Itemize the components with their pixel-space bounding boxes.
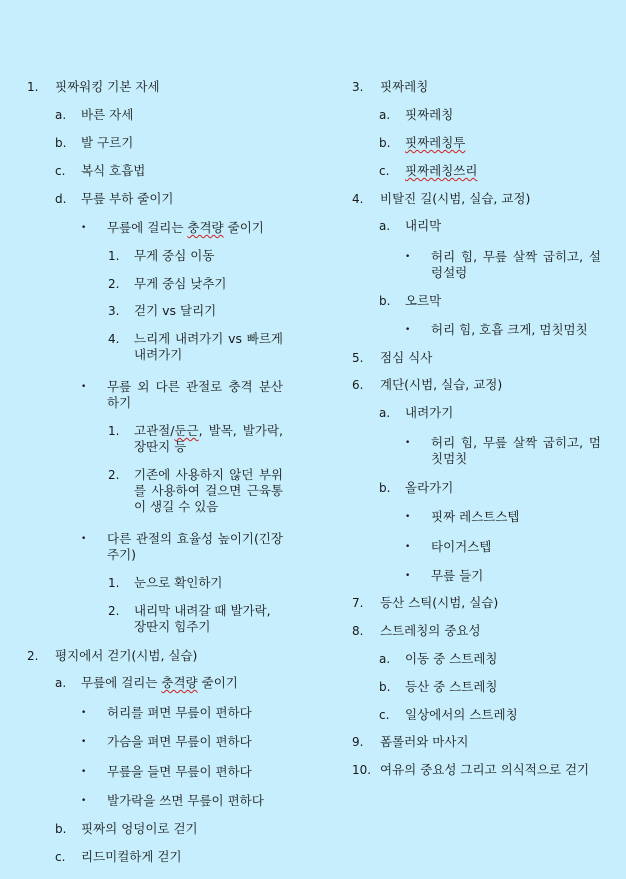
- list-text: 바른 자세: [81, 107, 134, 122]
- list-marker: 1.: [27, 80, 39, 94]
- list-marker: 3.: [108, 304, 120, 318]
- list-marker: 4.: [352, 192, 364, 206]
- list-item-bullet: [81, 793, 291, 809]
- list-text: 발 구르기: [81, 135, 134, 150]
- list-marker: a.: [55, 108, 67, 122]
- list-item-level1: [352, 623, 622, 639]
- list-text: 허리 힘, 무릎 살짝 굽히고, 설렁설렁: [431, 249, 601, 280]
- list-item-level3: [108, 467, 283, 515]
- list-marker: b.: [379, 680, 391, 694]
- list-text: 무릎에 걸리는 충격량 줄이기: [107, 220, 264, 235]
- list-marker: b.: [379, 136, 391, 150]
- list-marker: 1.: [108, 249, 120, 263]
- list-marker: b.: [379, 294, 391, 308]
- list-marker: a.: [379, 219, 391, 233]
- list-marker: 2.: [108, 277, 120, 291]
- list-item-bullet: [81, 734, 291, 750]
- list-item-level2: [55, 675, 295, 691]
- list-text: 핏짜의 엉덩이로 걷기: [81, 821, 198, 836]
- list-text: 기존에 사용하지 않던 부위를 사용하여 걸으면 근육통이 생길 수 있음: [134, 467, 283, 514]
- list-text: 무릎을 들면 무릎이 편하다: [107, 764, 252, 779]
- list-text: 허리를 펴면 무릎이 편하다: [107, 705, 252, 720]
- list-text: 핏짜 레스트스텝: [431, 509, 520, 524]
- list-item-level2: [55, 191, 295, 207]
- list-text: 다른 관절의 효율성 높이기(긴장 주기): [107, 531, 283, 562]
- list-item-level2: [379, 107, 619, 123]
- list-marker: a.: [379, 652, 391, 666]
- list-item-level2: [379, 405, 619, 421]
- list-text: 계단(시범, 실습, 교정): [380, 377, 503, 392]
- list-text: 이동 중 스트레칭: [405, 651, 498, 666]
- list-item-level2: [55, 821, 295, 837]
- list-text: 무릎 부하 줄이기: [81, 191, 174, 206]
- list-marker: 6.: [352, 378, 364, 392]
- bullet-icon: •: [405, 438, 411, 448]
- list-item-level3: [108, 423, 283, 455]
- list-text: 무게 중심 이동: [134, 248, 215, 263]
- list-item-level1: [27, 648, 297, 664]
- list-item-level3: [108, 276, 283, 292]
- list-marker: c.: [55, 164, 66, 178]
- list-text: 일상에서의 스트레칭: [405, 707, 518, 722]
- list-item-level2: [379, 135, 619, 151]
- spellcheck-word: 핏짜레칭쓰리: [405, 163, 478, 178]
- list-text: 핏짜워킹 기본 자세: [55, 79, 160, 94]
- list-text: 허리 힘, 호흡 크게, 멈칫멈칫: [431, 322, 588, 337]
- spellcheck-word: 충격량: [187, 220, 224, 235]
- spellcheck-word: 충격량: [161, 675, 198, 690]
- list-text: 오르막: [405, 293, 442, 308]
- list-item-level2: [55, 135, 295, 151]
- bullet-icon: •: [81, 796, 87, 806]
- list-text: 핏짜레칭: [380, 79, 429, 94]
- list-text: 무릎 외 다른 관절로 충격 분산하기: [107, 379, 283, 410]
- list-item-bullet: [81, 220, 281, 236]
- list-text: 발가락을 쓰면 무릎이 편하다: [107, 793, 264, 808]
- list-marker: b.: [379, 481, 391, 495]
- list-text: 고관절/둔근, 발목, 발가락, 장딴지 등: [134, 423, 283, 454]
- bullet-icon: •: [405, 512, 411, 522]
- list-item-level3: [108, 575, 283, 591]
- bullet-icon: •: [405, 252, 411, 262]
- bullet-icon: •: [405, 571, 411, 581]
- list-text: 스트레칭의 중요성: [380, 623, 481, 638]
- list-item-level3: [108, 303, 283, 319]
- list-item-level2: [379, 679, 619, 695]
- list-marker: c.: [55, 850, 66, 864]
- list-text: 느리게 내려가기 vs 빠르게 내려가기: [134, 331, 283, 362]
- spellcheck-word: 둔근: [174, 423, 199, 438]
- list-item-bullet: [405, 249, 601, 281]
- list-text: 무게 중심 낮추기: [134, 276, 227, 291]
- spellcheck-word: 핏짜레칭투: [405, 135, 466, 150]
- list-item-level1: [352, 762, 626, 778]
- list-item-level1: [352, 191, 622, 207]
- list-text: [405, 163, 619, 179]
- list-item-level3: [108, 331, 283, 363]
- list-marker: a.: [379, 406, 391, 420]
- list-marker: c.: [379, 164, 390, 178]
- list-text: 여유의 중요성 그리고 의식적으로 걷기: [380, 762, 590, 777]
- list-marker: 8.: [352, 624, 364, 638]
- list-item-level2: [379, 651, 619, 667]
- list-item-level1: [352, 377, 622, 393]
- list-text: 내려가기: [405, 405, 454, 420]
- list-text: 무릎 들기: [431, 568, 484, 583]
- bullet-icon: •: [81, 534, 87, 544]
- list-text: 가슴을 펴면 무릎이 편하다: [107, 734, 252, 749]
- list-text: 타이거스텝: [431, 539, 492, 554]
- list-item-level3: [108, 603, 283, 635]
- list-text: 핏짜레칭: [405, 107, 454, 122]
- list-text: 허리 힘, 무릎 살짝 굽히고, 멈칫멈칫: [431, 435, 601, 466]
- list-marker: 9.: [352, 735, 364, 749]
- list-item-bullet: [81, 379, 283, 411]
- list-text: 등산 중 스트레칭: [405, 679, 498, 694]
- list-item-level2: [379, 293, 619, 309]
- list-item-level1: [352, 79, 622, 95]
- bullet-icon: •: [81, 382, 87, 392]
- list-item-level2: [379, 707, 619, 723]
- bullet-icon: •: [81, 708, 87, 718]
- list-text: 눈으로 확인하기: [134, 575, 223, 590]
- list-marker: b.: [55, 822, 67, 836]
- list-marker: 3.: [352, 80, 364, 94]
- list-marker: d.: [55, 192, 67, 206]
- list-text: 점심 식사: [380, 350, 433, 365]
- bullet-icon: •: [81, 767, 87, 777]
- list-item-level2: [55, 849, 295, 865]
- list-text: 내리막 내려갈 때 발가락, 장딴지 힘주기: [134, 603, 271, 634]
- list-text: 비탈진 길(시범, 실습, 교정): [380, 191, 531, 206]
- list-item-level2: [55, 163, 295, 179]
- list-item-bullet: [81, 531, 283, 563]
- bullet-icon: •: [405, 542, 411, 552]
- list-text: 복식 호흡법: [81, 163, 146, 178]
- list-marker: 5.: [352, 351, 364, 365]
- list-item-bullet: [405, 509, 615, 525]
- list-marker: 2.: [108, 604, 120, 618]
- list-marker: c.: [379, 708, 390, 722]
- list-text: 무릎에 걸리는 충격량 줄이기: [81, 675, 238, 690]
- list-text: 등산 스틱(시범, 실습): [380, 595, 499, 610]
- list-item-level2: [379, 218, 619, 234]
- list-text: 평지에서 걷기(시범, 실습): [55, 648, 198, 663]
- list-text: 내리막: [405, 218, 442, 233]
- list-marker: 2.: [108, 468, 120, 482]
- list-marker: 7.: [352, 596, 364, 610]
- list-marker: a.: [55, 676, 67, 690]
- list-text: 걷기 vs 달리기: [134, 303, 217, 318]
- list-item-bullet: [81, 764, 291, 780]
- list-item-level1: [27, 79, 297, 95]
- list-text: 폼롤러와 마사지: [380, 734, 469, 749]
- list-item-level1: [352, 595, 622, 611]
- list-item-bullet: [405, 435, 601, 467]
- list-item-level2: [379, 163, 619, 179]
- list-marker: 1.: [108, 576, 120, 590]
- list-marker: 4.: [108, 332, 120, 346]
- list-item-level1: [352, 350, 622, 366]
- list-item-bullet: [405, 539, 615, 555]
- list-marker: b.: [55, 136, 67, 150]
- list-marker: a.: [379, 108, 391, 122]
- list-item-level2: [379, 480, 619, 496]
- bullet-icon: •: [405, 325, 411, 335]
- list-item-level2: [55, 107, 295, 123]
- list-text: 리드미컬하게 걷기: [81, 849, 182, 864]
- list-marker: 10.: [352, 763, 372, 777]
- list-item-bullet: [405, 568, 615, 584]
- list-item-bullet: [405, 322, 615, 338]
- list-item-level1: [352, 734, 622, 750]
- list-item-bullet: [81, 705, 291, 721]
- list-marker: 2.: [27, 649, 39, 663]
- list-item-level3: [108, 248, 283, 264]
- bullet-icon: •: [81, 223, 87, 233]
- bullet-icon: •: [81, 737, 87, 747]
- list-text: [405, 135, 619, 151]
- list-marker: 1.: [108, 424, 120, 438]
- list-text: 올라가기: [405, 480, 454, 495]
